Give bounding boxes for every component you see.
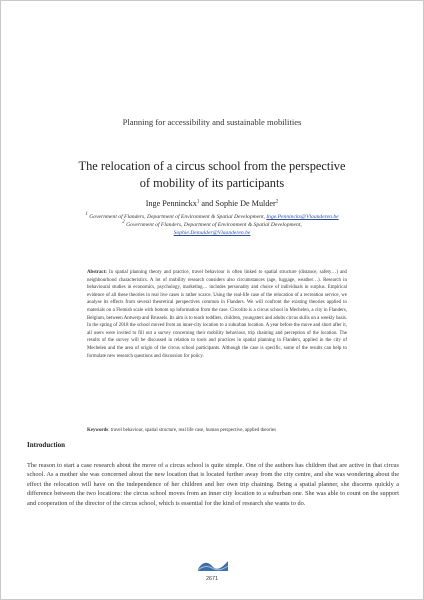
- paper-title: [41, 158, 383, 192]
- keywords-text: : travel behaviour, spatial structure, real life case, human perspective, applied theories: [108, 428, 276, 433]
- author-conjunction: and: [199, 199, 216, 208]
- abstract-text: In spatial planning theory and practice, travel behaviour is often linked to spatial structure (distance, safety…) and neighbourhood characteristics. A lot of mobility research considers also circumstances (age, luggage, weather…). Research in behavioural studies in economics, psychology, marketing… includes personality and choice of individuals in surplus. Empirical evidence of all these theories in real live cases is rather scarce. Using the real-life case of the relocation of a recreation service, we analyse its effects from several theoretical perspectives common in Flanders. We will confront the existing theories applied to materials on a Flemish scale with bottom up information from the case. Circolito is a circus school in Mechelen, a city in Flanders, Belgium, between Antwerp and Brussels. Its aim is to teach toddlers, children, youngsters and adults circus skills on a weekly basis. In the spring of 2018 the school moved from an inner-city location to a suburban location. A year before the move and short after it, all users were invited to fill out a survey concerning their mobility behaviour, trip chaining and perception of the location. The results of the survey will be discussed in relation to tools and practices in spatial planning in Flanders, applied in the city of Mechelen and the area of origin of the circus school participants. Although the case is specific, some of the results can help to formulate new research questions and discussion for policy.: [87, 270, 347, 359]
- affiliation-superscript: 1: [85, 212, 88, 218]
- affiliation-2: [41, 221, 383, 229]
- wave-logo-icon: [197, 558, 229, 572]
- affiliation-2-email-line: [41, 229, 383, 237]
- affiliation-1: [41, 213, 383, 221]
- author-list: [1, 199, 423, 208]
- affiliation-superscript: 2: [122, 220, 125, 226]
- keywords-label: Keywords: [87, 428, 109, 433]
- abstract-label: Abstract:: [87, 270, 107, 275]
- paper-title-line-1: The relocation of a circus school from the perspective: [78, 159, 346, 173]
- author-name: Inge Penninckx: [145, 199, 197, 208]
- introduction-paragraph: The reason to start a case research about the move of a circus school is quite simple. One of the authors has children that are active in that circus school. As a mother she was concerned about the new location that is located further away from the city centre, and she was wondering about the effect the relocation will have on the independence of her children and her own trip chaining. Being a spatial planner, she discerns quickly a difference between the two locations: the circus school moves from an inner city location to a suburban one. She was able to count on the support and cooperation of the director of the circus school, which is essential for the kind of research she wants to do.: [27, 462, 399, 507]
- conference-track-header: Planning for accessibility and sustainable mobilities: [122, 117, 302, 127]
- author-name: Sophie De Mulder: [215, 199, 276, 208]
- section-heading: Introduction: [27, 441, 65, 449]
- affiliations: [41, 213, 383, 237]
- author-superscript: 1: [196, 199, 200, 205]
- page-number: 2671: [206, 576, 218, 582]
- affiliation-text: Government of Flanders, Department of Environment & Spatial Development,: [124, 222, 302, 228]
- email-link[interactable]: Sophie.Demulder@Vlaanderen.be: [173, 230, 251, 236]
- affiliation-text: Government of Flanders, Department of Environment & Spatial Development,: [87, 214, 267, 220]
- paper-title-line-2: of mobility of its participants: [139, 176, 285, 190]
- email-link[interactable]: Inge.Penninckx@Vlaanderen.be: [266, 214, 339, 220]
- keywords: [87, 427, 347, 434]
- author-superscript: 2: [275, 199, 279, 205]
- abstract: [87, 269, 347, 360]
